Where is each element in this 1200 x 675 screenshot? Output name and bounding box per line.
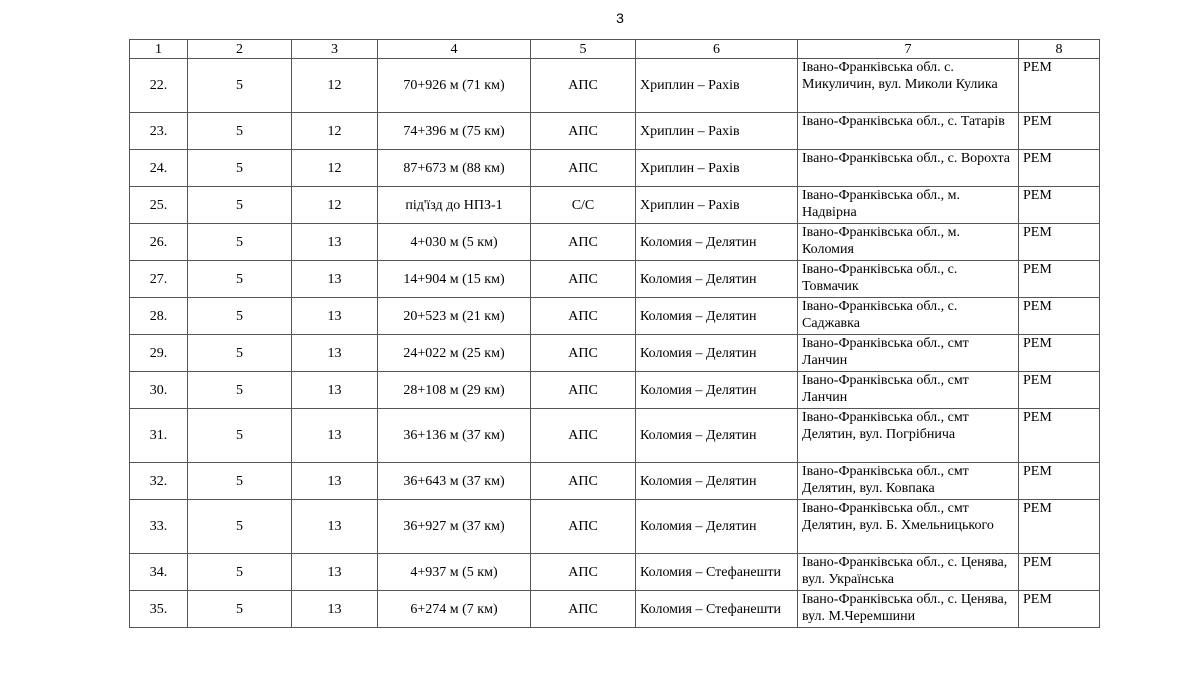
header-cell: 6	[636, 40, 798, 59]
cell-address: Івано-Франківська обл., смт Ланчин	[798, 335, 1019, 372]
cell-location: 4+030 м (5 км)	[378, 224, 531, 261]
cell-col2: 5	[188, 224, 292, 261]
cell-type: АПС	[531, 298, 636, 335]
table-header-row	[130, 40, 1100, 59]
row-number: 27.	[130, 261, 188, 298]
cell-col3: 12	[292, 59, 378, 113]
cell-type: АПС	[531, 113, 636, 150]
cell-location: 4+937 м (5 км)	[378, 554, 531, 591]
row-number: 34.	[130, 554, 188, 591]
header-cell: 8	[1019, 40, 1100, 59]
cell-col2: 5	[188, 409, 292, 463]
table-row	[130, 224, 1100, 261]
row-number: 33.	[130, 500, 188, 554]
cell-col2: 5	[188, 261, 292, 298]
data-table	[129, 39, 1100, 628]
cell-col2: 5	[188, 335, 292, 372]
cell-type: АПС	[531, 59, 636, 113]
page-number: 3	[616, 10, 624, 26]
table-row	[130, 335, 1100, 372]
cell-address: Івано-Франківська обл., с. Ценява, вул. М.Черемшини	[798, 591, 1019, 628]
cell-org: РЕМ	[1019, 261, 1100, 298]
cell-route: Коломия – Делятин	[636, 298, 798, 335]
cell-location: 20+523 м (21 км)	[378, 298, 531, 335]
row-number: 23.	[130, 113, 188, 150]
cell-route: Коломия – Делятин	[636, 224, 798, 261]
cell-address: Івано-Франківська обл., с. Товмачик	[798, 261, 1019, 298]
cell-col3: 13	[292, 463, 378, 500]
cell-type: АПС	[531, 372, 636, 409]
row-number: 30.	[130, 372, 188, 409]
cell-route: Хриплин – Рахів	[636, 113, 798, 150]
row-number: 29.	[130, 335, 188, 372]
cell-org: РЕМ	[1019, 372, 1100, 409]
cell-location: 28+108 м (29 км)	[378, 372, 531, 409]
cell-address: Івано-Франківська обл. с. Микуличин, вул. Миколи Кулика	[798, 59, 1019, 113]
cell-route: Коломия – Делятин	[636, 335, 798, 372]
cell-route: Коломия – Делятин	[636, 500, 798, 554]
cell-org: РЕМ	[1019, 591, 1100, 628]
cell-address: Івано-Франківська обл., с. Татарів	[798, 113, 1019, 150]
row-number: 25.	[130, 187, 188, 224]
cell-col2: 5	[188, 187, 292, 224]
row-number: 28.	[130, 298, 188, 335]
cell-route: Хриплин – Рахів	[636, 187, 798, 224]
cell-col3: 13	[292, 224, 378, 261]
header-cell: 7	[798, 40, 1019, 59]
cell-location: 36+136 м (37 км)	[378, 409, 531, 463]
table-row	[130, 298, 1100, 335]
cell-address: Івано-Франківська обл., смт Делятин, вул. Погрібнича	[798, 409, 1019, 463]
cell-col2: 5	[188, 591, 292, 628]
cell-org: РЕМ	[1019, 335, 1100, 372]
header-cell: 3	[292, 40, 378, 59]
cell-address: Івано-Франківська обл., смт Делятин, вул. Б. Хмельницького	[798, 500, 1019, 554]
cell-org: РЕМ	[1019, 500, 1100, 554]
table-row	[130, 500, 1100, 554]
cell-col2: 5	[188, 298, 292, 335]
cell-type: АПС	[531, 261, 636, 298]
cell-col2: 5	[188, 113, 292, 150]
cell-org: РЕМ	[1019, 554, 1100, 591]
cell-col3: 13	[292, 372, 378, 409]
cell-route: Коломия – Стефанешти	[636, 554, 798, 591]
cell-location: 70+926 м (71 км)	[378, 59, 531, 113]
cell-route: Коломия – Делятин	[636, 463, 798, 500]
cell-org: РЕМ	[1019, 187, 1100, 224]
cell-col2: 5	[188, 463, 292, 500]
cell-type: АПС	[531, 150, 636, 187]
cell-location: 74+396 м (75 км)	[378, 113, 531, 150]
cell-col2: 5	[188, 59, 292, 113]
cell-type: С/С	[531, 187, 636, 224]
cell-address: Івано-Франківська обл., смт Ланчин	[798, 372, 1019, 409]
table-row	[130, 187, 1100, 224]
cell-route: Коломия – Делятин	[636, 261, 798, 298]
cell-location: 87+673 м (88 км)	[378, 150, 531, 187]
cell-route: Коломия – Делятин	[636, 372, 798, 409]
cell-col2: 5	[188, 554, 292, 591]
cell-location: 14+904 м (15 км)	[378, 261, 531, 298]
cell-org: РЕМ	[1019, 463, 1100, 500]
cell-org: РЕМ	[1019, 59, 1100, 113]
row-number: 24.	[130, 150, 188, 187]
cell-type: АПС	[531, 224, 636, 261]
row-number: 22.	[130, 59, 188, 113]
cell-col3: 12	[292, 187, 378, 224]
row-number: 31.	[130, 409, 188, 463]
cell-type: АПС	[531, 591, 636, 628]
cell-type: АПС	[531, 554, 636, 591]
header-cell: 1	[130, 40, 188, 59]
cell-org: РЕМ	[1019, 224, 1100, 261]
cell-org: РЕМ	[1019, 150, 1100, 187]
cell-address: Івано-Франківська обл., с. Ценява, вул. Українська	[798, 554, 1019, 591]
table-row	[130, 463, 1100, 500]
cell-address: Івано-Франківська обл., смт Делятин, вул. Ковпака	[798, 463, 1019, 500]
cell-col2: 5	[188, 500, 292, 554]
cell-col2: 5	[188, 372, 292, 409]
cell-address: Івано-Франківська обл., с. Ворохта	[798, 150, 1019, 187]
table-row	[130, 409, 1100, 463]
cell-route: Хриплин – Рахів	[636, 150, 798, 187]
cell-type: АПС	[531, 500, 636, 554]
cell-location: 36+927 м (37 км)	[378, 500, 531, 554]
cell-address: Івано-Франківська обл., м. Надвірна	[798, 187, 1019, 224]
cell-col3: 13	[292, 500, 378, 554]
cell-route: Хриплин – Рахів	[636, 59, 798, 113]
cell-location: 6+274 м (7 км)	[378, 591, 531, 628]
cell-location: під'їзд до НПЗ-1	[378, 187, 531, 224]
cell-col3: 12	[292, 113, 378, 150]
table-row	[130, 150, 1100, 187]
cell-type: АПС	[531, 335, 636, 372]
header-cell: 5	[531, 40, 636, 59]
table-row	[130, 591, 1100, 628]
cell-type: АПС	[531, 463, 636, 500]
cell-col3: 13	[292, 554, 378, 591]
cell-col3: 13	[292, 591, 378, 628]
cell-location: 24+022 м (25 км)	[378, 335, 531, 372]
cell-col2: 5	[188, 150, 292, 187]
cell-address: Івано-Франківська обл., м. Коломия	[798, 224, 1019, 261]
cell-col3: 13	[292, 298, 378, 335]
cell-org: РЕМ	[1019, 113, 1100, 150]
cell-address: Івано-Франківська обл., с. Саджавка	[798, 298, 1019, 335]
cell-org: РЕМ	[1019, 298, 1100, 335]
row-number: 26.	[130, 224, 188, 261]
cell-col3: 13	[292, 335, 378, 372]
row-number: 32.	[130, 463, 188, 500]
cell-type: АПС	[531, 409, 636, 463]
header-cell: 2	[188, 40, 292, 59]
table-row	[130, 59, 1100, 113]
cell-col3: 13	[292, 261, 378, 298]
cell-col3: 13	[292, 409, 378, 463]
cell-col3: 12	[292, 150, 378, 187]
cell-route: Коломия – Стефанешти	[636, 591, 798, 628]
cell-org: РЕМ	[1019, 409, 1100, 463]
cell-route: Коломия – Делятин	[636, 409, 798, 463]
table-row	[130, 372, 1100, 409]
row-number: 35.	[130, 591, 188, 628]
table-row	[130, 113, 1100, 150]
header-cell: 4	[378, 40, 531, 59]
table-row	[130, 261, 1100, 298]
cell-location: 36+643 м (37 км)	[378, 463, 531, 500]
table-row	[130, 554, 1100, 591]
